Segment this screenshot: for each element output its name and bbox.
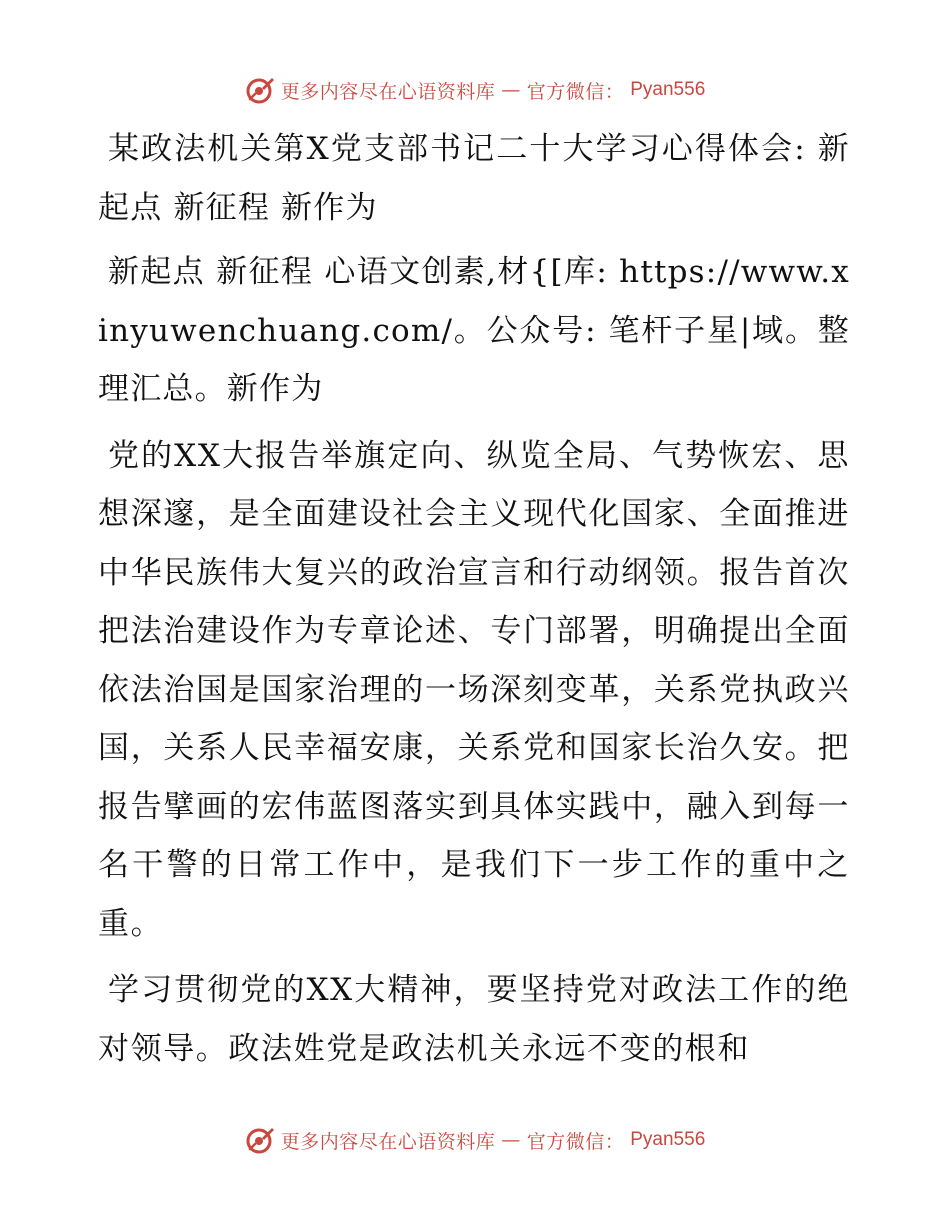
pen-nib-circle-icon — [245, 75, 275, 105]
document-title: 某政法机关第X党支部书记二十大学习心得体会: 新起点 新征程 新作为 — [98, 131, 850, 226]
footer-banner-text: 更多内容尽在心语资料库 — [280, 1130, 496, 1153]
header-banner-account: Pyan556 — [630, 79, 706, 100]
footer-banner-account: Pyan556 — [630, 1129, 706, 1150]
header-banner-content — [245, 75, 706, 105]
header-banner-suffix: 官方微信： — [526, 80, 625, 103]
body-paragraph-1: 党的XX大报告举旗定向、纵览全局、气势恢宏、思想深邃，是全面建设社会主义现代化国家、全面推进中华民族伟大复兴的政治宣言和行动纲领。报告首次把法治建设作为专章论述、专门部署，明确提出全面依法治国是国家治理的一场深刻变革，关系党执政兴国，关系人民幸福安康，关系党和国家长治久安。把报告擘画的宏伟蓝图落实到具体实践中，融入到每一名干警的日常工作中，是我们下一步工作的重中之重。 — [98, 437, 850, 942]
header-banner-text: 更多内容尽在心语资料库 — [280, 80, 496, 103]
footer-banner-separator: — — [501, 1129, 521, 1151]
footer-banner-suffix: 官方微信： — [526, 1130, 625, 1153]
subtitle-paragraph: 新起点 新征程 心语文创素,材{[库: https://www.xinyuwenchuang.com/。公众号: 笔杆子星|域。整理汇总。新作为 — [98, 254, 850, 407]
document-body — [98, 120, 850, 1078]
footer-banner — [0, 1120, 950, 1160]
body-paragraph-2: 学习贯彻党的XX大精神，要坚持党对政法工作的绝对领导。政法姓党是政法机关永远不变的根和 — [98, 972, 850, 1067]
header-banner — [0, 70, 950, 110]
footer-banner-content — [245, 1125, 706, 1155]
pen-nib-circle-icon — [245, 1125, 275, 1155]
header-banner-separator: — — [501, 79, 521, 101]
